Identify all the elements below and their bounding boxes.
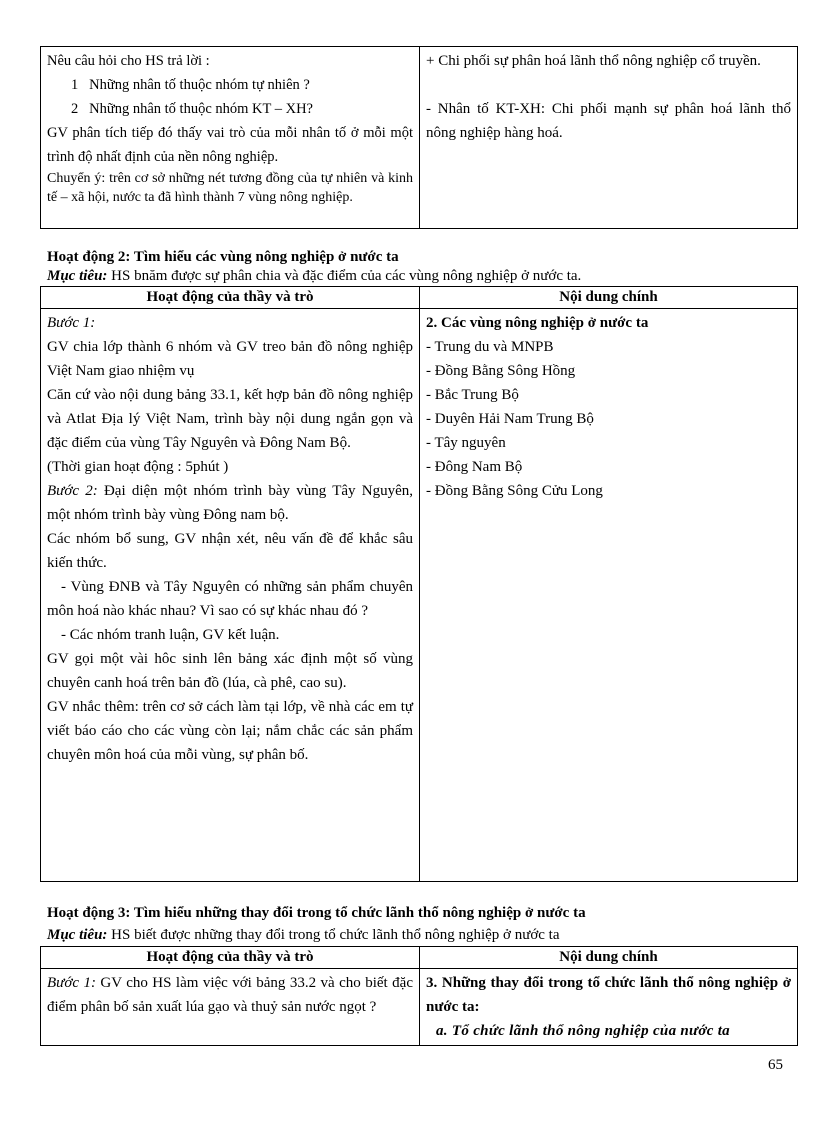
table1-left-cell xyxy=(41,47,420,229)
question-1: 1 Những nhân tố thuộc nhóm tự nhiên ? xyxy=(71,77,310,93)
step2-b: Các nhóm bổ sung, GV nhận xét, nêu vấn đề để khắc sâu kiến thức. xyxy=(47,531,413,571)
table-activity2 xyxy=(40,286,798,882)
table-factors xyxy=(40,46,798,229)
activity2-right-cell xyxy=(420,309,798,882)
intro-text: Nêu câu hỏi cho HS trả lời : xyxy=(47,53,210,69)
activity2-left-cell xyxy=(41,309,420,882)
step2-c: - Vùng ĐNB và Tây Nguyên có những sản phẩm chuyên môn hoá nào khác nhau? Vì sao có sự khác nhau đó ? xyxy=(47,579,413,619)
activity3-step1: Bước 1: GV cho HS làm việc với bảng 33.2 và cho biết đặc điểm phân bố sản xuất lúa gạo và thuỷ sản nước ngọt ? xyxy=(47,975,413,1015)
activity3-left-cell xyxy=(41,969,420,1046)
regions-title: 2. Các vùng nông nghiệp ở nước ta xyxy=(426,315,649,331)
step1-c: (Thời gian hoạt động : 5phút ) xyxy=(47,459,229,475)
transition-text: Chuyển ý: trên cơ sở những nét tương đồng của tự nhiên và kinh tế – xã hội, nước ta đã hình thành 7 vùng nông nghiệp. xyxy=(47,171,413,205)
step2-d: - Các nhóm tranh luận, GV kết luận. xyxy=(61,627,280,643)
region-item: - Đông Nam Bộ xyxy=(426,459,523,475)
table-activity3 xyxy=(40,946,798,1046)
table1-right-cell xyxy=(420,47,798,229)
region-item: - Bắc Trung Bộ xyxy=(426,387,519,403)
activity3-title: Hoạt động 3: Tìm hiểu những thay đổi trong tổ chức lãnh thổ nông nghiệp ở nước ta xyxy=(47,905,586,921)
step2-a: Bước 2: Đại diện một nhóm trình bày vùng Tây Nguyên, một nhóm trình bày vùng Đông nam bộ. xyxy=(47,483,413,523)
activity3-header-left: Hoạt động của thầy và trò xyxy=(41,947,420,969)
natural-factor-text: + Chi phối sự phân hoá lãnh thổ nông nghiệp cổ truyền. xyxy=(426,53,761,69)
question-2: 2 Những nhân tố thuộc nhóm KT – XH? xyxy=(71,101,313,117)
region-item: - Trung du và MNPB xyxy=(426,339,554,355)
page-number: 65 xyxy=(768,1057,783,1073)
socio-factor-text: - Nhân tố KT-XH: Chi phối mạnh sự phân hoá lãnh thổ nông nghiệp hàng hoá. xyxy=(426,101,791,141)
analysis-text: GV phân tích tiếp đó thấy vai trò của mỗi nhân tố ở mỗi một trình độ nhất định của nền nông nghiệp. xyxy=(47,125,413,165)
changes-subtitle: a. Tổ chức lãnh thổ nông nghiệp của nước ta xyxy=(436,1023,730,1039)
region-item: - Đồng Bằng Sông Cửu Long xyxy=(426,483,603,499)
step1-b: Căn cứ vào nội dung bảng 33.1, kết hợp bản đồ nông nghiệp và Atlat Địa lý Việt Nam, trình bày nội dung ngắn gọn và đặc điểm của vùng Tây Nguyên và Đông Nam Bộ. xyxy=(47,387,413,451)
step2-f: GV nhắc thêm: trên cơ sở cách làm tại lớp, về nhà các em tự viết báo cáo cho các vùng còn lại; nắm chắc các sản phẩm chuyên môn hoá của mỗi vùng, sự phân bố. xyxy=(47,699,413,763)
step1-label: Bước 1: xyxy=(47,315,96,331)
activity3-goal: Mục tiêu: HS biết được những thay đổi trong tổ chức lãnh thổ nông nghiệp ở nước ta xyxy=(47,927,560,943)
changes-title: 3. Những thay đổi trong tổ chức lãnh thổ nông nghiệp ở nước ta: xyxy=(426,975,791,1015)
activity2-title: Hoạt động 2: Tìm hiểu các vùng nông nghiệp ở nước ta xyxy=(47,249,399,265)
region-item: - Tây nguyên xyxy=(426,435,506,451)
region-item: - Đồng Bằng Sông Hồng xyxy=(426,363,576,379)
activity2-header-right: Nội dung chính xyxy=(420,287,798,309)
activity3-right-cell xyxy=(420,969,798,1046)
step1-a: GV chia lớp thành 6 nhóm và GV treo bản đồ nông nghiệp Việt Nam giao nhiệm vụ xyxy=(47,339,413,379)
activity2-header-left: Hoạt động của thầy và trò xyxy=(41,287,420,309)
step2-e: GV gọi một vài hôc sinh lên bảng xác định một số vùng chuyên canh hoá trên bản đồ (lúa, cà phê, cao su). xyxy=(47,651,413,691)
region-item: - Duyên Hải Nam Trung Bộ xyxy=(426,411,594,427)
activity3-header-right: Nội dung chính xyxy=(420,947,798,969)
activity2-goal: Mục tiêu: HS bnăm được sự phân chia và đặc điểm của các vùng nông nghiệp ở nước ta. xyxy=(47,268,582,284)
